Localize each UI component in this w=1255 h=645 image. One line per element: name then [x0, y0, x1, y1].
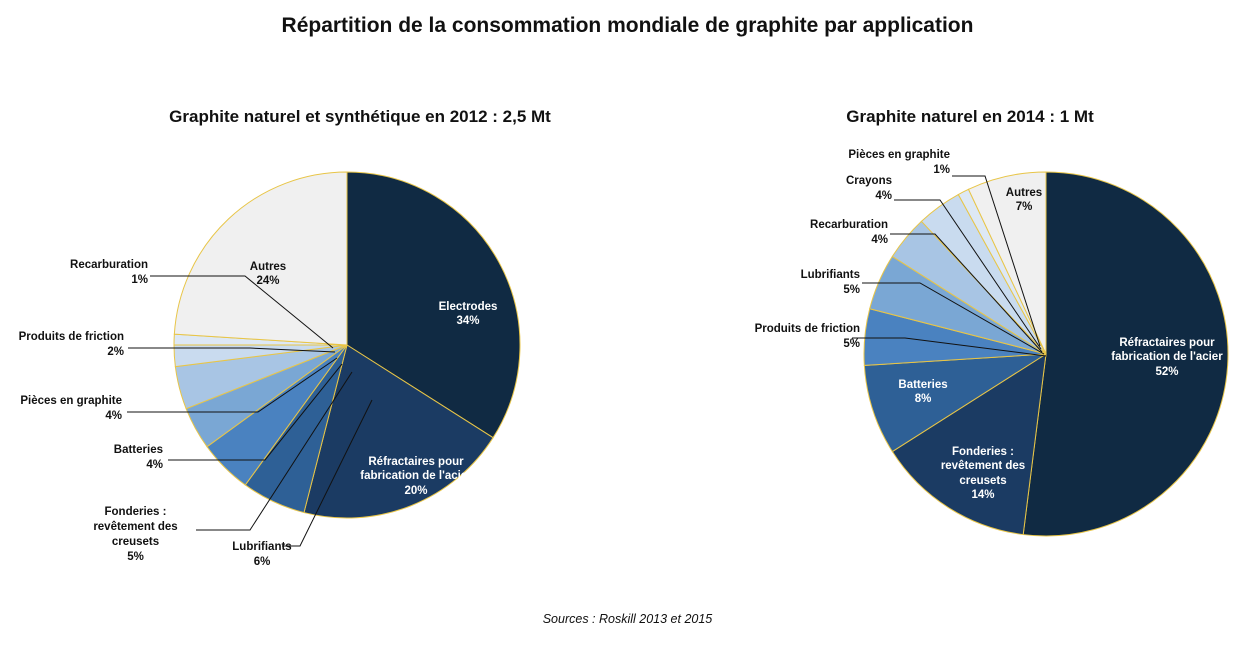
- callout-label-recarburation-2014: Recarburation 4%: [810, 219, 888, 246]
- callout-label-produits-friction: Produits de friction 2%: [18, 331, 124, 358]
- callout-label-crayons-2014: Crayons 4%: [845, 175, 892, 202]
- slice-label-refractaires-2014: Réfractaires pour fabrication de l'acier 52%: [1111, 337, 1223, 378]
- callout-label-pieces-graphite: Pièces en graphite 4%: [20, 395, 122, 422]
- slice-label-batteries-2014: Batteries 8%: [898, 379, 948, 406]
- pie-slice: [174, 172, 347, 345]
- callout-label-produits-friction-2014: Produits de friction 5%: [754, 323, 860, 350]
- callout-label-lubrifiants-2014: Lubrifiants 5%: [800, 269, 860, 296]
- slice-label-autres: Autres 24%: [249, 261, 287, 288]
- chart-title-right: Graphite naturel en 2014 : 1 Mt: [846, 107, 1094, 126]
- callout-label-recarburation: Recarburation 1%: [70, 259, 148, 286]
- chart-title-left: Graphite naturel et synthétique en 2012 : 2,5 Mt: [169, 107, 551, 126]
- slice-label-autres-2014: Autres 7%: [1005, 187, 1043, 214]
- page-title: Répartition de la consommation mondiale de graphite par application: [281, 14, 974, 37]
- callout-label-lubrifiants: Lubrifiants 6%: [232, 541, 292, 568]
- slice-label-fonderies-2014: Fonderies : revêtement des creusets 14%: [940, 446, 1026, 502]
- source-note: Sources : Roskill 2013 et 2015: [542, 612, 713, 626]
- slice-label-electrodes: Electrodes 34%: [438, 301, 498, 328]
- slice-label-refractaires: Réfractaires pour fabrication de l'acier 20%: [360, 456, 472, 497]
- callout-label-pieces-graphite-2014: Pièces en graphite 1%: [848, 149, 950, 176]
- callout-label-fonderies: Fonderies : revêtement des creusets 5%: [93, 506, 178, 563]
- callout-label-batteries: Batteries 4%: [113, 444, 163, 471]
